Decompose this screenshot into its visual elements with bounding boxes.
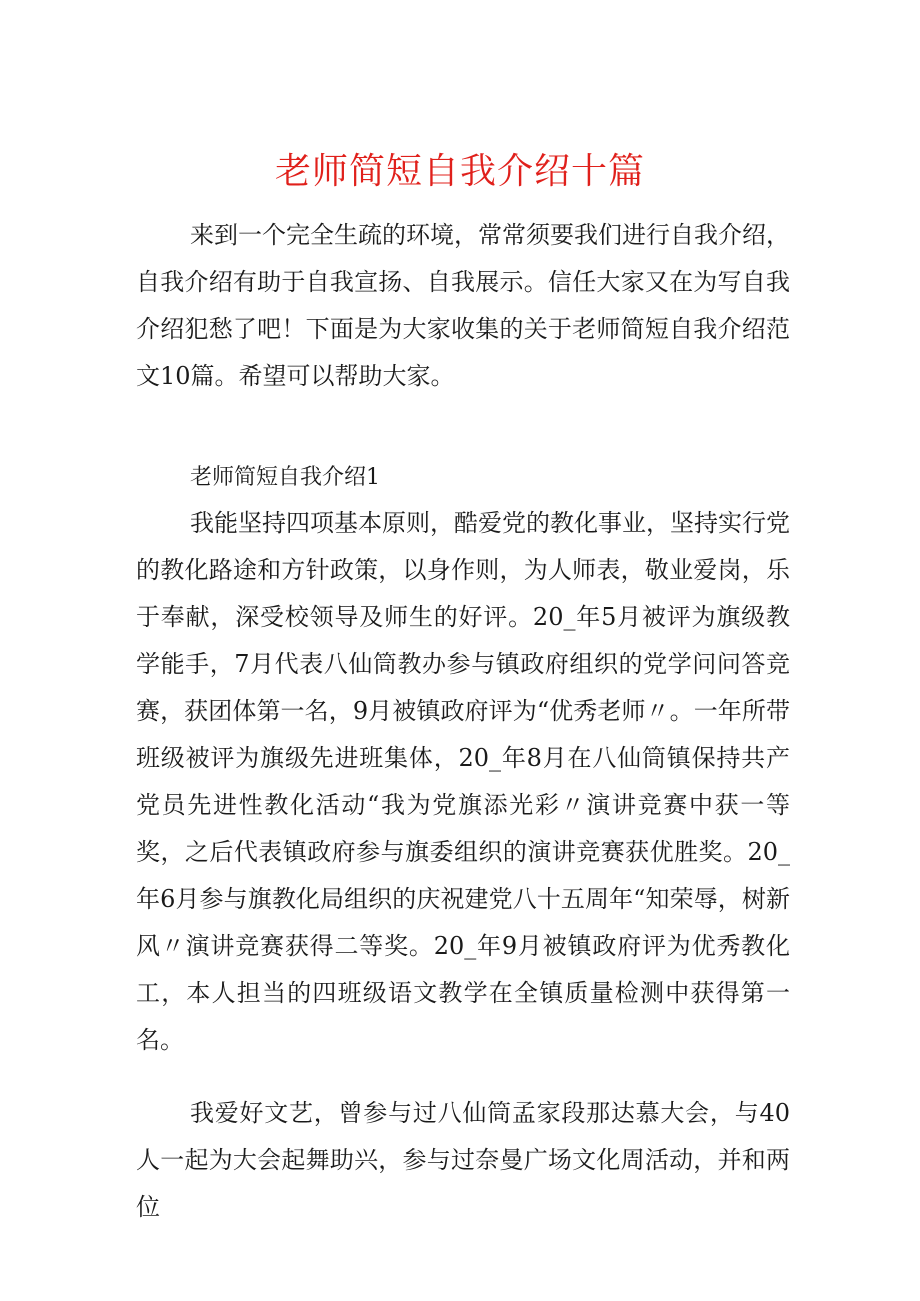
section-heading: 老师简短自我介绍1 [190, 465, 380, 490]
intro-paragraph: 来到一个完全生疏的环境，常常须要我们进行自我介绍，自我介绍有助于自我宣扬、自我展示。信任大家又在为写自我介绍犯愁了吧！下面是为大家收集的关于老师简短自我介绍范文10篇。希望可以帮助大家。 [136, 221, 790, 390]
body-paragraph: 我能坚持四项基本原则，酷爱党的教化事业，坚持实行党的教化路途和方针政策，以身作则，为人师表，敬业爱岗，乐于奉献，深受校领导及师生的好评。20_年5月被评为旗级教学能手，7月代表八仙筒教办参与镇政府组织的党学问问答竞赛，获团体第一名，9月被镇政府评为“优秀老师〃。一年所带班级被评为旗级先进班集体，20_年8月在八仙筒镇保持共产党员先进性教化活动“我为党旗添光彩〃演讲竞赛中获一等奖，之后代表镇政府参与旗委组织的演讲竞赛获优胜奖。20_年6月参与旗教化局组织的庆祝建党八十五周年“知荣辱，树新风〃演讲竞赛获得二等奖。20_年9月被镇政府评为优秀教化工，本人担当的四班级语文教学在全镇质量检测中获得第一名。 [136, 509, 790, 1054]
body-paragraph: 我爱好文艺，曾参与过八仙筒孟家段那达慕大会，与40人一起为大会起舞助兴，参与过奈曼广场文化周活动，并和两位 [136, 1099, 790, 1221]
document-title: 老师简短自我介绍十篇 [274, 151, 645, 192]
